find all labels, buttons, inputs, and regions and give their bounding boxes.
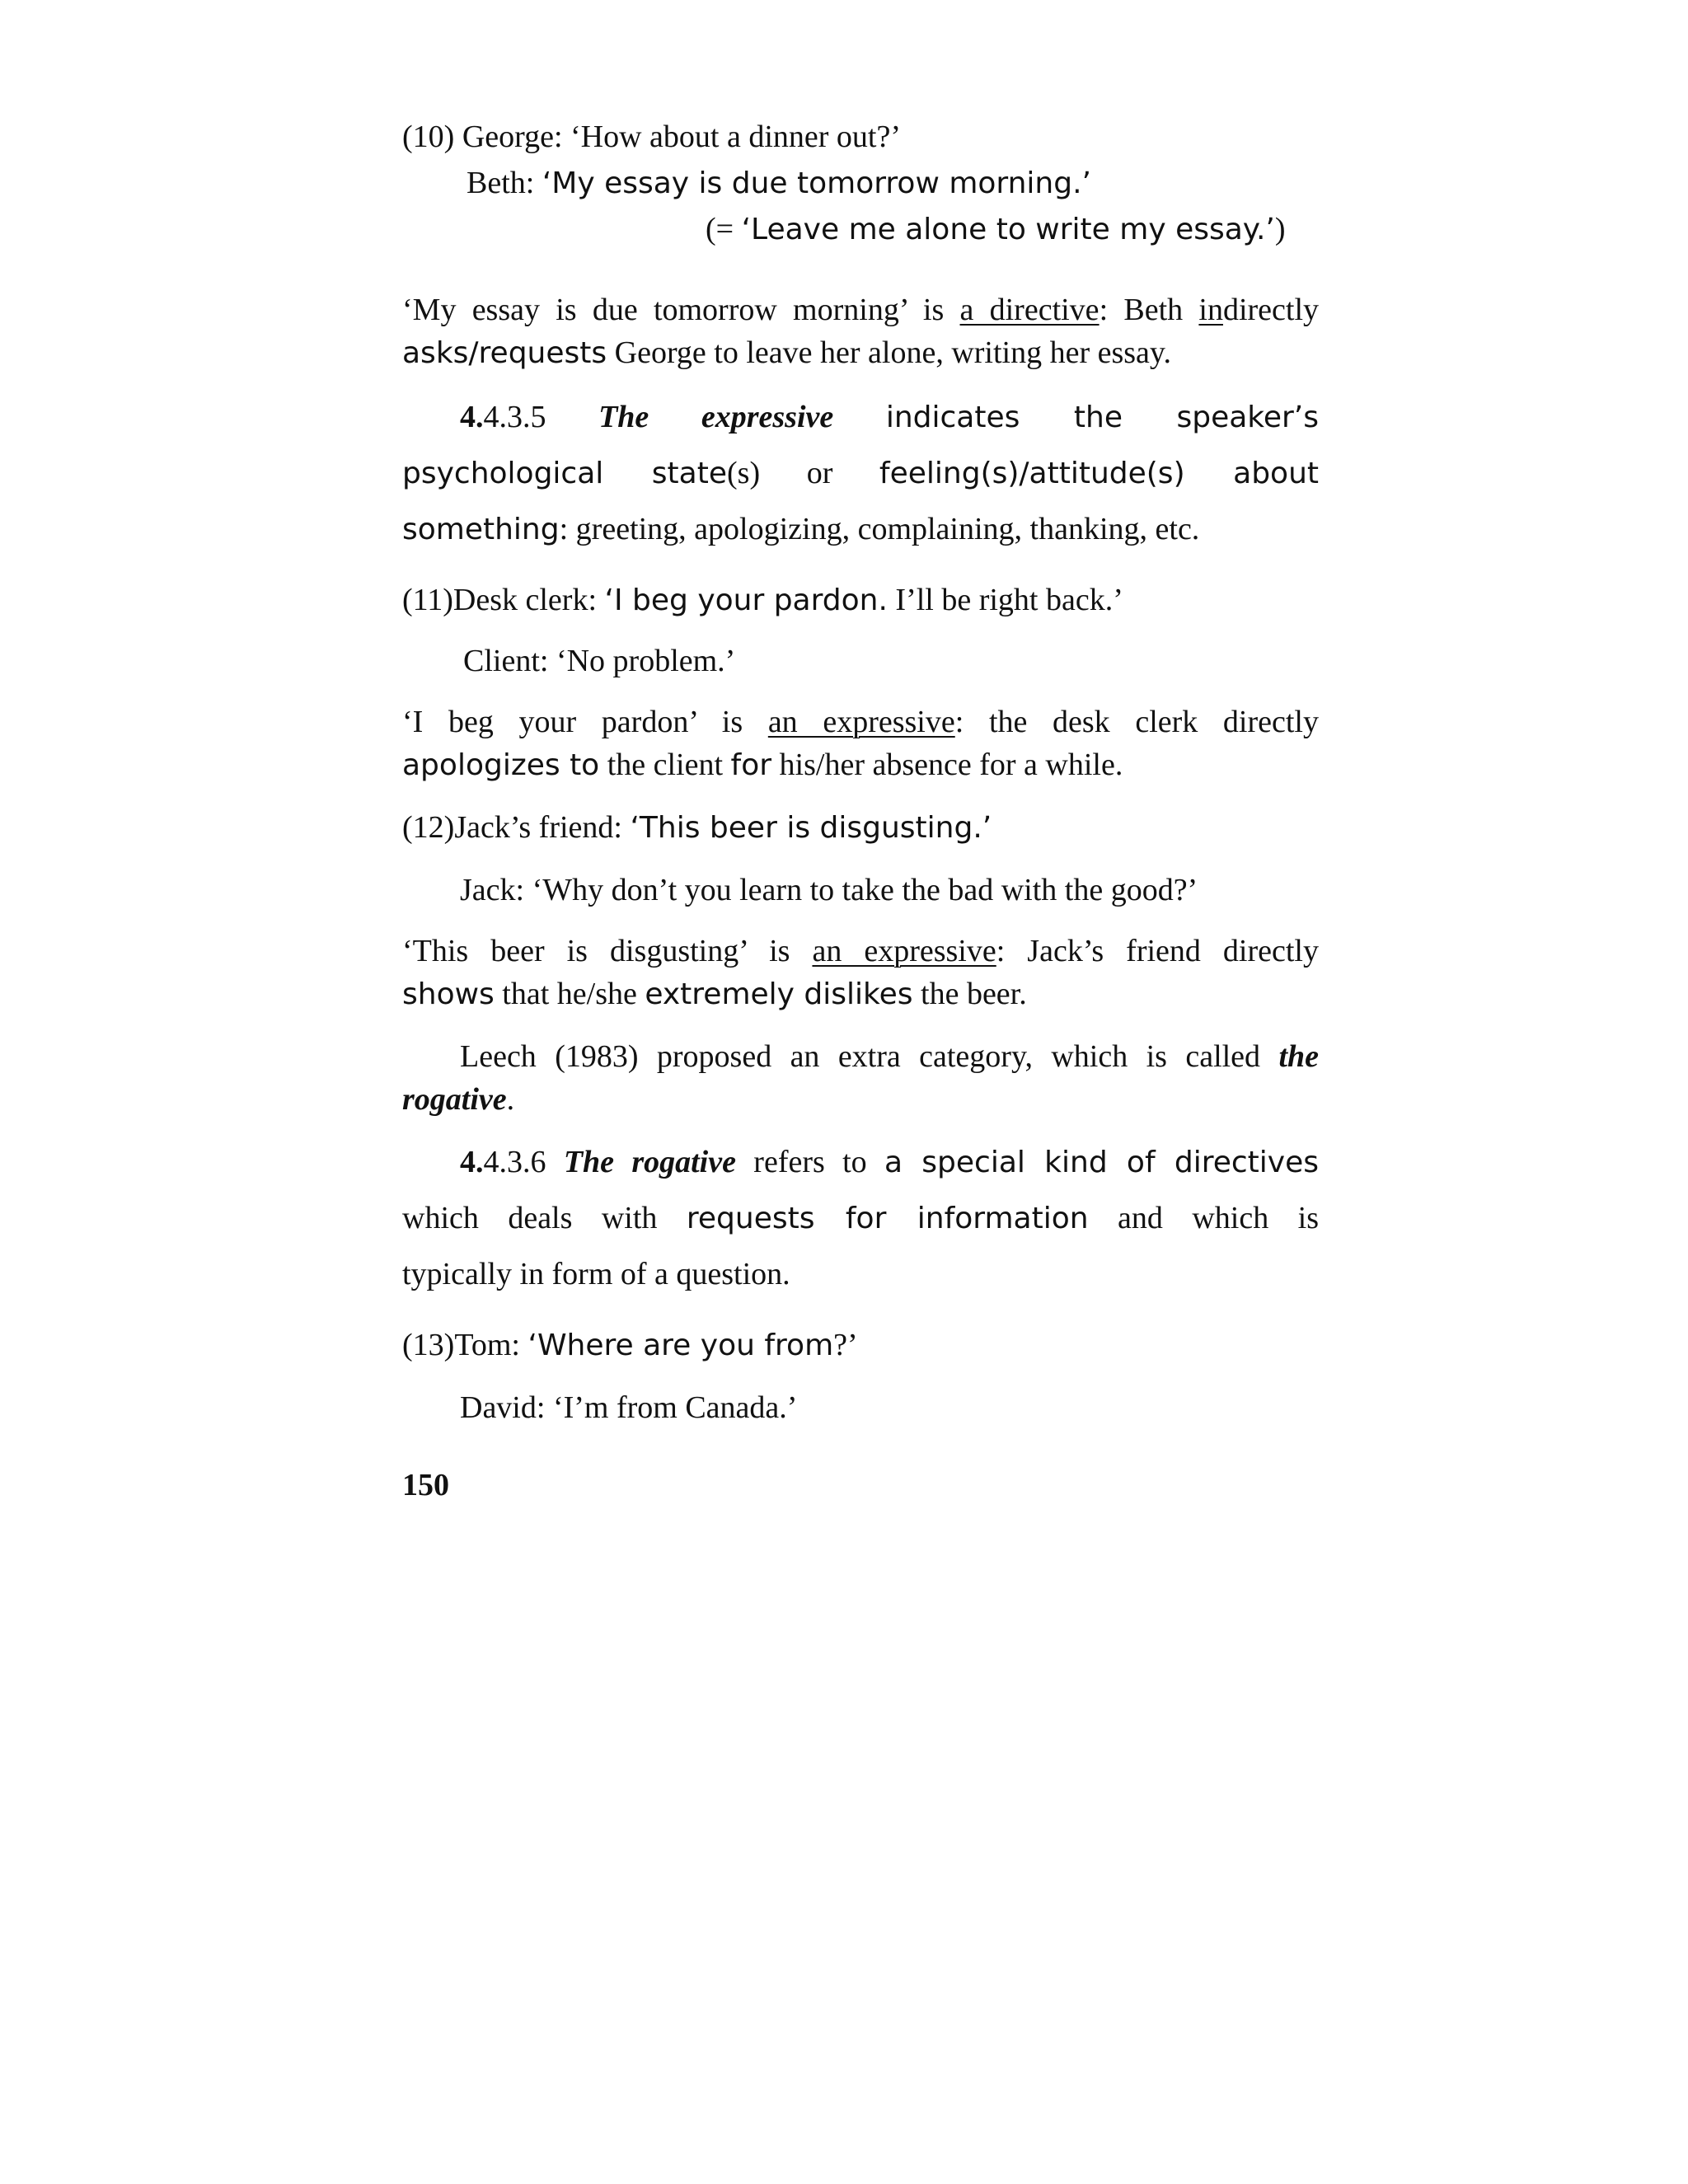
speaker-label: Beth: (467, 166, 542, 200)
quoted-utterance: ‘My essay is due tomorrow morning’ (402, 293, 907, 327)
section-number-bold: 4. (460, 400, 484, 434)
section-4436-line1 (460, 1141, 1319, 1184)
section-number (460, 1145, 546, 1179)
key-word: for (730, 748, 772, 782)
definition: feeling(s)/attitude(s) about (879, 457, 1319, 490)
text: refers to (735, 1145, 884, 1179)
utterance: ‘How about a dinner out?’ (570, 120, 902, 154)
speaker-label: David: (460, 1390, 553, 1425)
section-4436-line3 (402, 1253, 1319, 1296)
explanation-10-line2 (402, 331, 1319, 375)
definition: requests for information (686, 1202, 1089, 1235)
text: is (696, 705, 768, 739)
example-number: (13) (402, 1328, 455, 1362)
term: The expressive (598, 400, 834, 434)
explanation-10-line1 (402, 288, 1319, 331)
explanation-12-line1 (402, 930, 1319, 972)
leech-paragraph-line2 (402, 1078, 1319, 1121)
gloss-open: (= (706, 212, 742, 246)
quoted-utterance: ‘I beg your pardon’ (402, 705, 697, 739)
speaker-label: Jack: (460, 873, 532, 907)
gloss-text: ‘Leave me alone to write my essay.’ (741, 213, 1275, 246)
example-number: (11) (402, 583, 453, 617)
definition: something (402, 513, 560, 546)
key-verb: extremely dislikes (645, 977, 913, 1011)
text: Leech (1983) proposed an extra category, which is called (460, 1039, 1279, 1074)
text: is (907, 293, 960, 327)
key-verb: asks/requests (402, 336, 607, 370)
text: that he/she (494, 977, 645, 1011)
utterance: ‘I beg your pardon. (604, 583, 888, 617)
speaker-label: Desk clerk: (452, 583, 605, 617)
utterance: ‘No problem.’ (556, 644, 736, 678)
text: . (506, 1082, 515, 1117)
speech-act-type: a directive (959, 293, 1100, 327)
explanation-12-line2 (402, 972, 1319, 1016)
utterance: ‘My essay is due tomorrow morning.’ (542, 166, 1091, 200)
text: : Jack’s friend directly (996, 934, 1319, 968)
definition: psychological state (402, 457, 727, 490)
definition: a special kind of directives (884, 1146, 1320, 1179)
text: : Beth (1099, 293, 1199, 327)
text: and which is (1088, 1201, 1319, 1235)
text: the client (599, 748, 731, 782)
underlined-prefix: in (1198, 293, 1223, 327)
utterance: ‘This beer is disgusting.’ (630, 811, 992, 845)
definition: indicates the speaker’s (885, 401, 1320, 434)
text: which deals with (402, 1201, 687, 1235)
example-10-gloss (706, 208, 1622, 251)
example-12-jack (460, 869, 1376, 912)
section-4435-line2 (402, 452, 1319, 495)
text: typically in form of a question. (402, 1257, 790, 1291)
text: (s) (727, 456, 761, 490)
section-number-rest: 4.3.6 (483, 1145, 546, 1179)
example-10-george (402, 115, 1319, 158)
text: : the desk clerk directly (954, 705, 1319, 739)
explanation-11-line2 (402, 743, 1319, 787)
speaker-label: Jack’s friend: (454, 810, 631, 845)
section-4436-line2 (402, 1197, 1319, 1240)
leech-paragraph-line1 (460, 1035, 1319, 1078)
utterance: ‘I’m from Canada.’ (552, 1390, 798, 1425)
example-11-client (463, 640, 1380, 682)
text: his/her absence for a while. (771, 748, 1123, 782)
utterance: ‘Why don’t you learn to take the bad with the good?’ (532, 873, 1198, 907)
speech-act-type: an expressive (767, 705, 955, 739)
speaker-label: Client: (463, 644, 556, 678)
speech-act-type: an expressive (812, 934, 996, 968)
example-13-tom (402, 1324, 1319, 1367)
term: The rogative (563, 1145, 736, 1179)
utterance-rest: I’ll be right back.’ (887, 583, 1123, 617)
text: or (760, 456, 879, 490)
term: the (1278, 1039, 1319, 1074)
text: directly (1222, 293, 1320, 327)
section-number-bold: 4. (460, 1145, 484, 1179)
explanation-11-line1 (402, 701, 1319, 743)
example-12-friend (402, 806, 1319, 850)
key-verb: shows (402, 977, 495, 1011)
text: is (747, 934, 813, 968)
examples: : greeting, apologizing, complaining, thanking, etc. (559, 512, 1200, 546)
section-4435-line3 (402, 508, 1319, 551)
section-4435-line1 (460, 396, 1319, 439)
text: the beer. (912, 977, 1027, 1011)
key-verb: apologizes to (402, 748, 600, 782)
example-13-david (460, 1386, 1376, 1429)
text: George to leave her alone, writing her essay. (607, 335, 1171, 370)
example-number: (12) (402, 810, 455, 845)
page-number: 150 (402, 1468, 449, 1502)
term: rogative (402, 1082, 507, 1117)
example-11-clerk (402, 579, 1319, 622)
utterance: ‘Where are you from (528, 1329, 834, 1362)
speaker-label: Tom: (454, 1328, 528, 1362)
example-number: (10) (402, 120, 455, 154)
quoted-utterance: ‘This beer is disgusting’ (402, 934, 748, 968)
example-10-beth (467, 162, 1383, 205)
section-number (460, 400, 546, 434)
speaker-label: George: (462, 120, 571, 154)
gloss-close: ) (1274, 212, 1286, 246)
utterance-end: ?’ (833, 1328, 858, 1362)
section-number-rest: 4.3.5 (483, 400, 546, 434)
